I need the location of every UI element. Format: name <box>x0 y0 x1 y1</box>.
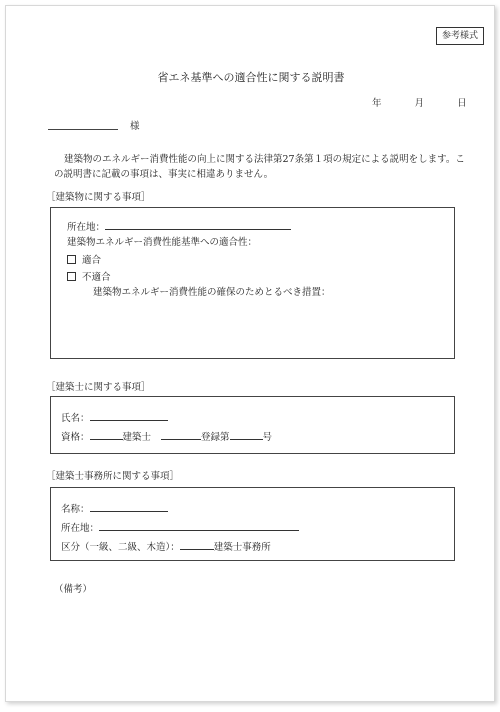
architect-name-row <box>61 410 168 425</box>
building-conformity-label: 建築物エネルギー消費性能基準への適合性： <box>67 237 258 248</box>
office-class-row <box>61 539 271 554</box>
building-location-row <box>67 219 291 234</box>
addressee-name-field[interactable] <box>48 119 118 130</box>
date-year-label: 年 <box>372 98 382 109</box>
option-conform[interactable] <box>67 255 101 267</box>
architect-name-label: 氏名： <box>61 413 90 424</box>
office-class-label: 区分（一級、二級、木造）： <box>61 542 180 553</box>
architect-class-field[interactable] <box>90 429 123 440</box>
office-name-label: 名称： <box>61 504 90 515</box>
date-month-label: 月 <box>414 98 425 109</box>
architect-qual-label: 資格： <box>61 432 90 443</box>
office-class-suffix: 建築士事務所 <box>213 542 271 553</box>
architect-name-field[interactable] <box>90 410 168 421</box>
architect-reg-number-field[interactable] <box>230 429 263 440</box>
architect-section-box <box>50 396 455 454</box>
building-section-heading: ［建築物に関する事項］ <box>46 192 151 203</box>
architect-qual-no: 号 <box>262 432 273 443</box>
office-class-field[interactable] <box>180 539 214 550</box>
architect-qualification-row <box>61 429 272 444</box>
building-location-label: 所在地： <box>67 222 106 233</box>
architect-section-heading: ［建築士に関する事項］ <box>46 382 151 393</box>
date-day-label: 日 <box>457 98 467 109</box>
architect-prefecture-field[interactable] <box>161 429 201 440</box>
office-section-heading: ［建築士事務所に関する事項］ <box>46 471 180 482</box>
reference-form-tag: 参考様式 <box>436 27 484 45</box>
conform-label: 適合 <box>82 255 102 266</box>
document-page <box>5 5 495 702</box>
nonconform-checkbox[interactable] <box>67 272 76 281</box>
nonconform-label: 不適合 <box>82 272 111 283</box>
building-location-field[interactable] <box>105 219 291 230</box>
architect-qual-reg: 登録第 <box>201 432 230 443</box>
office-name-row <box>61 501 168 516</box>
date-line <box>372 95 467 109</box>
intro-paragraph: 建築物のエネルギー消費性能の向上に関する法律第27条第１項の規定による説明をします。この説明書に記載の事項は、事実に相違ありません。 <box>54 154 465 180</box>
office-location-field[interactable] <box>99 520 299 531</box>
office-name-field[interactable] <box>90 501 168 512</box>
office-section-box <box>50 487 455 561</box>
document-title: 省エネ基準への適合性に関する説明書 <box>157 71 345 84</box>
option-nonconform[interactable] <box>67 272 111 284</box>
architect-qual-architect: 建築士 <box>122 432 152 443</box>
office-location-label: 所在地： <box>61 523 100 534</box>
office-location-row <box>61 520 299 535</box>
conform-checkbox[interactable] <box>67 255 76 264</box>
building-measures-label: 建築物エネルギー消費性能の確保のためとるべき措置： <box>93 287 331 298</box>
building-section-box <box>50 207 455 359</box>
addressee-suffix: 様 <box>130 121 140 132</box>
remarks-label: （備考） <box>54 584 93 595</box>
